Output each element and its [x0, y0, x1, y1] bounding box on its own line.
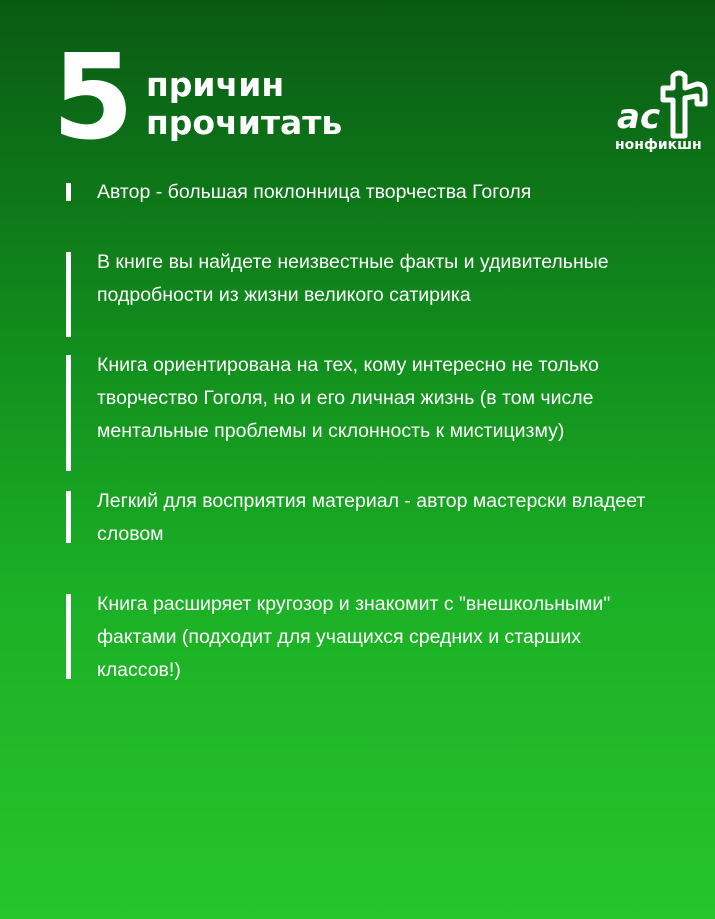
reason-text: В книге вы найдете неизвестные факты и удивительные подробности из жизни великого сатирика	[97, 251, 609, 306]
bullet-bar	[66, 183, 71, 201]
page-title	[146, 66, 342, 142]
header	[52, 28, 702, 174]
list-item	[66, 176, 656, 209]
svg-text:ас: ас	[617, 97, 661, 137]
publisher-logo	[615, 70, 715, 160]
reason-text: Книга расширяет кругозор и знакомит с "внешкольными" фактами (подходит для учащихся средних и старших классов!)	[97, 593, 611, 681]
reason-text: Легкий для восприятия материал - автор мастерски владеет словом	[97, 490, 646, 545]
list-item	[66, 588, 656, 687]
reasons-list	[66, 176, 656, 724]
bullet-bar	[66, 355, 71, 471]
reason-text: Книга ориентирована на тех, кому интересно не только творчество Гоголя, но и его личная жизнь (в том числе ментальные проблемы и склонность к мистицизму)	[97, 354, 599, 442]
list-item	[66, 246, 656, 312]
cactus-icon	[615, 70, 715, 140]
title-line-1: причин	[146, 65, 285, 104]
bullet-bar	[66, 252, 71, 337]
bullet-bar	[66, 594, 71, 679]
big-number: 5	[52, 28, 133, 166]
list-item	[66, 349, 656, 448]
reason-text: Автор - большая поклонница творчества Гоголя	[97, 181, 532, 203]
bullet-bar	[66, 491, 71, 543]
list-item	[66, 485, 656, 551]
logo-subtitle: нонфикшн	[615, 137, 702, 153]
title-line-2: прочитать	[146, 103, 343, 142]
